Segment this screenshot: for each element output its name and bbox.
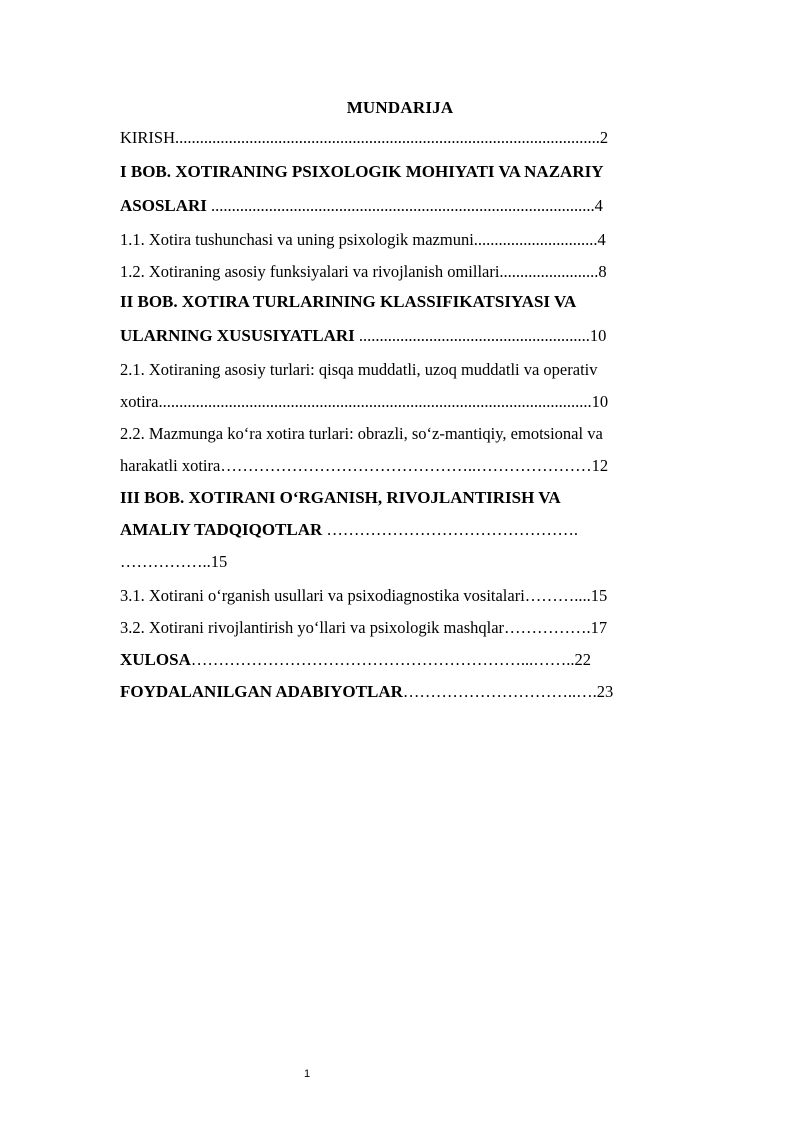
toc-chapter-2-title-end xyxy=(120,326,606,346)
toc-chapter-1-leader: .............................................................................................4 xyxy=(206,196,603,215)
toc-section-1-1: 1.1. Xotira tushunchasi va uning psixologik mazmuni..............................4 xyxy=(120,230,606,249)
toc-chapter-3-title-end xyxy=(120,520,578,540)
toc-chapter-2-title: II BOB. XOTIRA TURLARINING KLASSIFIKATSIYASI VA xyxy=(120,292,577,311)
page-number: 1 xyxy=(303,1068,311,1080)
toc-chapter-2-title-bold: ULARNING XUSUSIYATLARI xyxy=(120,326,355,345)
toc-xulosa-leader: ……………………………………………………...……..22 xyxy=(190,650,591,669)
toc-entry-xulosa xyxy=(120,650,591,670)
toc-section-1-2: 1.2. Xotiraning asosiy funksiyalari va rivojlanish omillari........................8 xyxy=(120,262,607,281)
toc-adabiyotlar-leader: …………………………..….23 xyxy=(402,682,614,701)
toc-section-3-1: 3.1. Xotirani o‘rganish usullari va psixodiagnostika vositalari………....15 xyxy=(120,586,608,605)
toc-entry-adabiyotlar xyxy=(120,682,613,702)
toc-section-2-2-end: harakatli xotira………………………………………..…………………12 xyxy=(120,456,609,475)
toc-section-2-2: 2.2. Mazmunga ko‘ra xotira turlari: obrazli, so‘z-mantiqiy, emotsional va xyxy=(120,424,603,443)
toc-section-2-1-end: xotira.........................................................................................................10 xyxy=(120,392,609,411)
toc-chapter-3-leader: ………………………………………. xyxy=(322,520,579,539)
toc-chapter-1-title-bold: ASOSLARI xyxy=(120,196,207,215)
toc-entry-kirish: KIRISH.......................................................................................................2 xyxy=(120,128,609,147)
toc-chapter-2-leader: ........................................................10 xyxy=(354,326,607,345)
toc-section-2-1: 2.1. Xotiraning asosiy turlari: qisqa muddatli, uzoq muddatli va operativ xyxy=(120,360,598,379)
toc-chapter-1-title-end xyxy=(120,196,603,216)
toc-adabiyotlar-bold: FOYDALANILGAN ADABIYOTLAR xyxy=(120,682,403,701)
toc-chapter-3-page: ……………..15 xyxy=(120,552,228,571)
toc-chapter-1-title: I BOB. XOTIRANING PSIXOLOGIK MOHIYATI VA NAZARIY xyxy=(120,162,604,181)
toc-section-3-2: 3.2. Xotirani rivojlantirish yo‘llari va psixologik mashqlar…………….17 xyxy=(120,618,608,637)
page-title: MUNDARIJA xyxy=(346,98,454,117)
toc-chapter-3-title: III BOB. XOTIRANI O‘RGANISH, RIVOJLANTIRISH VA xyxy=(120,488,561,507)
toc-xulosa-bold: XULOSA xyxy=(120,650,191,669)
toc-chapter-3-title-bold: AMALIY TADQIQOTLAR xyxy=(120,520,323,539)
